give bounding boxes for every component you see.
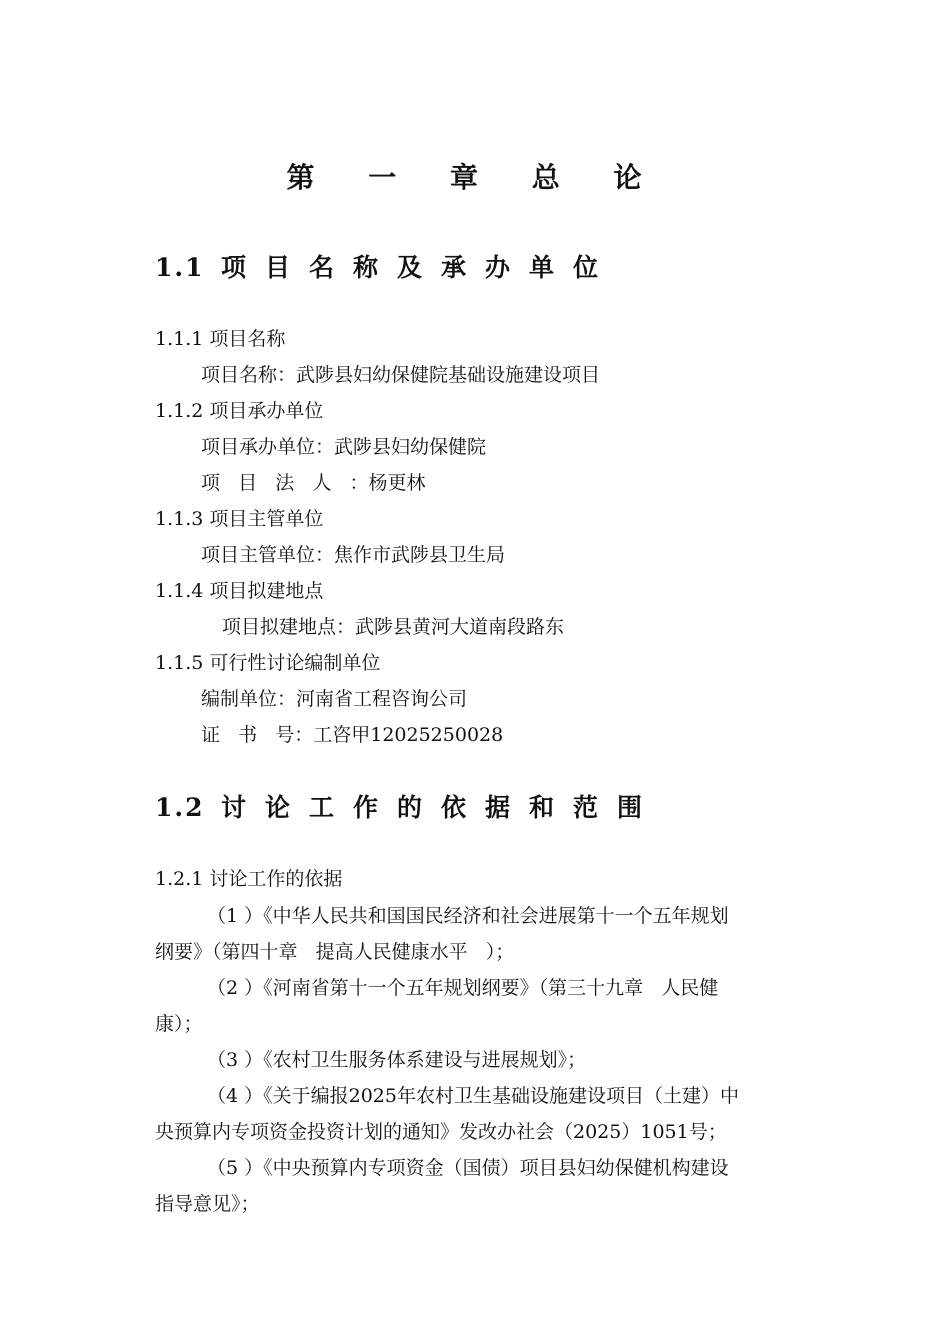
basis-item-2-line-2: 康）；: [155, 1013, 203, 1035]
basis-item-4-line-1: （4 ）《关于编报2025年农村卫生基础设施建设项目（土建）中: [207, 1085, 739, 1107]
subsection-heading-1-1-4: 1.1.4 项目拟建地点: [155, 580, 324, 602]
supervising-unit-line: 项目主管单位：焦作市武陟县卫生局: [201, 544, 506, 566]
subsection-heading-1-1-5: 1.1.5 可行性讨论编制单位: [155, 652, 381, 674]
basis-item-3-line-1: （3 ）《农村卫生服务体系建设与进展规划》；: [207, 1049, 587, 1071]
basis-item-1-line-2: 纲要》（第四十章 提高人民健康水平 ）；: [155, 941, 515, 963]
basis-item-2-line-1: （2 ）《河南省第十一个五年规划纲要》（第三十九章 人民健: [207, 977, 719, 999]
basis-item-1-line-1: （1 ）《中华人民共和国国民经济和社会进展第十一个五年规划: [207, 905, 729, 927]
section-heading-1-2: [155, 788, 661, 824]
chapter-title: 第 一 章 总 论: [286, 161, 664, 194]
basis-item-4-line-2: 央预算内专项资金投资计划的通知》发改办社会（2025）1051号；: [155, 1121, 727, 1143]
section-title: 讨论工作的依据和范围: [221, 793, 662, 822]
legal-person-line: 项 目 法 人 ：杨更林: [201, 472, 426, 494]
location-line: 项目拟建地点：武陟县黄河大道南段路东: [222, 616, 565, 638]
basis-item-5-line-2: 指导意见》；: [155, 1193, 260, 1215]
undertaking-unit-line: 项目承办单位：武陟县妇幼保健院: [201, 436, 487, 458]
subsection-heading-1-1-1: 1.1.1 项目名称: [155, 328, 286, 350]
subsection-heading-1-2-1: 1.2.1 讨论工作的依据: [155, 868, 343, 890]
section-number: 1.1: [155, 253, 205, 282]
section-number: 1.2: [155, 793, 205, 822]
subsection-heading-1-1-2: 1.1.2 项目承办单位: [155, 400, 324, 422]
basis-item-5-line-1: （5 ）《中央预算内专项资金（国债）项目县妇幼保健机构建设: [207, 1157, 729, 1179]
section-title: 项目名称及承办单位: [221, 253, 618, 282]
compiling-unit-line: 编制单位：河南省工程咨询公司: [201, 688, 468, 710]
section-heading-1-1: [155, 248, 617, 284]
project-name-line: 项目名称：武陟县妇幼保健院基础设施建设项目: [201, 364, 601, 386]
certificate-line: 证 书 号：工咨甲12025250028: [201, 724, 504, 746]
subsection-heading-1-1-3: 1.1.3 项目主管单位: [155, 508, 324, 530]
